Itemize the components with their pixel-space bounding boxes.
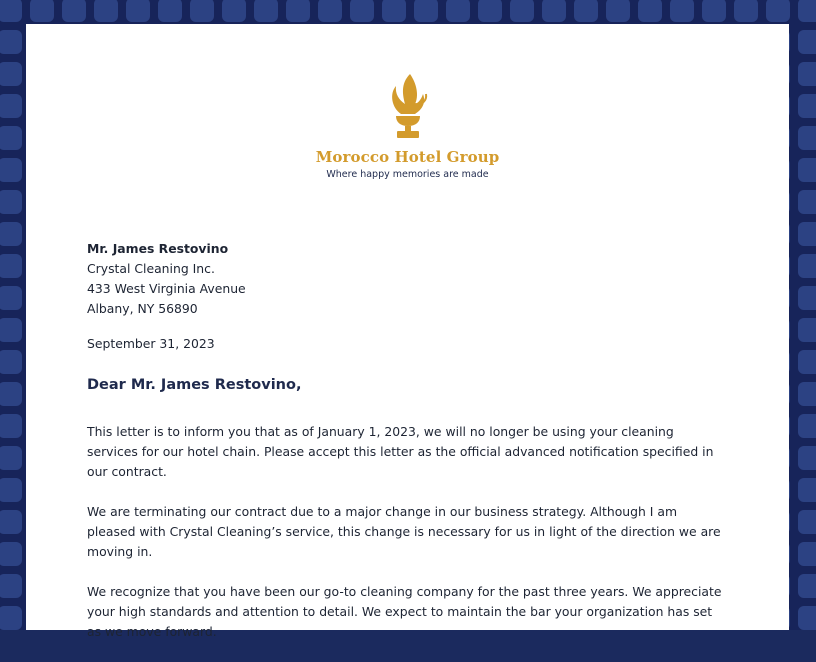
flame-chalice-icon <box>383 72 433 142</box>
letter-page <box>26 24 789 639</box>
company-tagline: Where happy memories are made <box>326 169 489 180</box>
recipient-address-block <box>87 239 246 319</box>
body-paragraph: This letter is to inform you that as of January 1, 2023, we will no longer be using your cleaning services for our hotel chain. Please accept this letter as the official advanced notification specified in our contract. <box>87 424 714 479</box>
company-name: Morocco Hotel Group <box>315 148 500 166</box>
recipient-name: Mr. James Restovino <box>87 241 229 256</box>
body-paragraph: We are terminating our contract due to a major change in our business strategy. Although I am pleased with Crystal Cleaning’s service, this change is necessary for us in light of the direction we are moving in. <box>87 504 721 559</box>
recipient-company: Crystal Cleaning Inc. <box>87 261 215 276</box>
body-paragraph: We recognize that you have been our go-to cleaning company for the past three years. We appreciate your high standards and attention to detail. We expect to maintain the bar your organization has set as we move forward. <box>87 584 722 639</box>
letter-date: September 31, 2023 <box>87 336 215 351</box>
letter-body <box>87 422 727 662</box>
recipient-street: 433 West Virginia Avenue <box>87 281 246 296</box>
salutation: Dear Mr. James Restovino, <box>87 377 302 393</box>
recipient-city: Albany, NY 56890 <box>87 301 198 316</box>
letterhead <box>26 72 789 180</box>
